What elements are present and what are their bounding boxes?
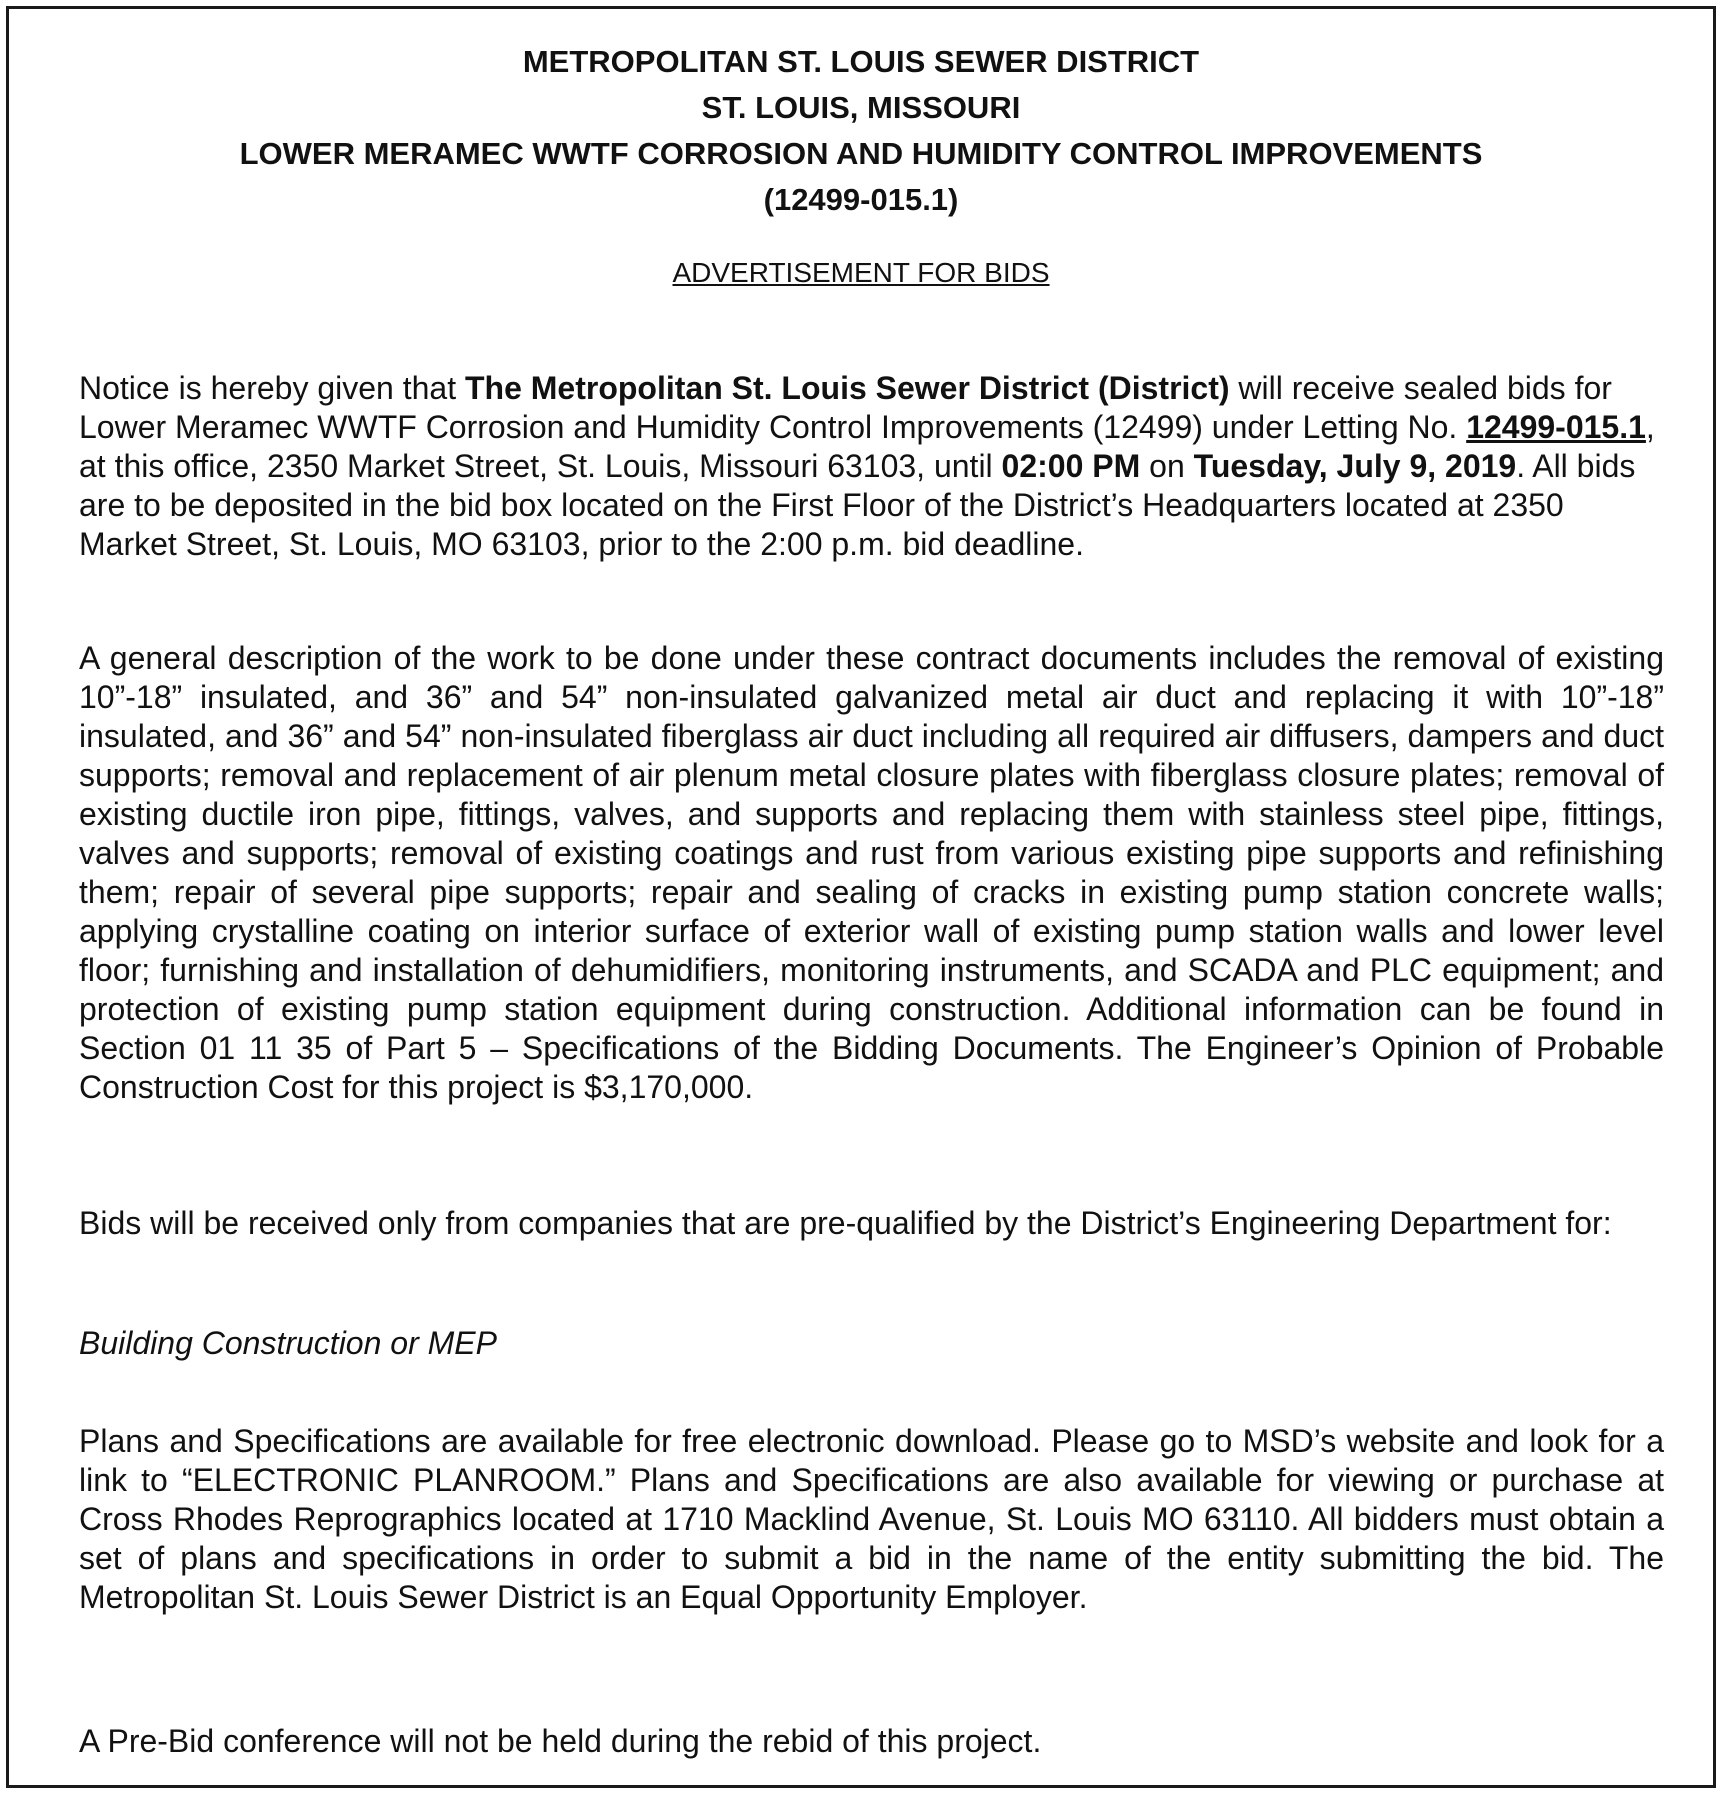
prequalification-category: Building Construction or MEP [79,1325,497,1361]
notice-letting-number: 12499-015.1 [1466,409,1646,445]
prequalification-paragraph: Bids will be received only from companies that are pre-qualified by the District’s Engineering Department for: [79,1205,1612,1241]
notice-text-3: on [1140,448,1194,484]
notice-text-1: will receive sealed bids for Lower Meramec WWTF Corrosion and Humidity Control Improvements (12499) under Letting No. [79,370,1612,445]
advertisement-frame [6,6,1716,1788]
notice-paragraph [79,369,1664,564]
notice-text-4: . All bids are to be deposited in the bid box located on the First Floor of the District’s Headquarters located at 2350 Market Street, St. Louis, MO 63103, prior to the 2:00 p.m. bid deadline. [79,448,1636,562]
prebid-conference-paragraph: A Pre-Bid conference will not be held during the rebid of this project. [79,1723,1042,1759]
document-header [9,39,1713,223]
plans-specifications-paragraph: Plans and Specifications are available for free electronic download. Please go to MSD’s website and look for a link to “ELECTRONIC PLANROOM.” Plans and Specifications are also available for viewing or purchase at Cross Rhodes Reprographics located at 1710 Macklind Avenue, St. Louis MO 63110. All bidders must obtain a set of plans and specifications in order to submit a bid in the name of the entity submitting the bid. The Metropolitan St. Louis Sewer District is an Equal Opportunity Employer. [79,1423,1664,1615]
header-line-number: (12499-015.1) [763,182,959,217]
header-line-location: ST. LOUIS, MISSOURI [701,90,1021,125]
notice-district-name: The Metropolitan St. Louis Sewer District (District) [464,370,1230,406]
notice-intro: Notice is hereby given that [79,370,465,406]
document-subtitle: ADVERTISEMENT FOR BIDS [672,257,1050,288]
work-description-paragraph: A general description of the work to be done under these contract documents includes the removal of existing 10”-18” insulated, and 36” and 54” non-insulated galvanized metal air duct and replacing it with 10”-18” insulated, and 36” and 54” non-insulated fiberglass air duct including all required air diffusers, dampers and duct supports; removal and replacement of air plenum metal closure plates with fiberglass closure plates; removal of existing ductile iron pipe, fittings, valves, and supports and replacing them with stainless steel pipe, fittings, valves and supports; removal of existing coatings and rust from various existing pipe supports and refinishing them; repair of several pipe supports; repair and sealing of cracks in existing pump station concrete walls; applying crystalline coating on interior surface of exterior wall of existing pump station walls and lower level floor; furnishing and installation of dehumidifiers, monitoring instruments, and SCADA and PLC equipment; and protection of existing pump station equipment during construction. Additional information can be found in Section 01 11 35 of Part 5 – Specifications of the Bidding Documents. The Engineer’s Opinion of Probable Construction Cost for this project is $3,170,000. [79,640,1664,1105]
notice-text-2: , at this office, 2350 Market Street, St. Louis, Missouri 63103, until [79,409,1655,484]
header-line-project: LOWER MERAMEC WWTF CORROSION AND HUMIDITY CONTROL IMPROVEMENTS [239,136,1483,171]
header-line-district: METROPOLITAN ST. LOUIS SEWER DISTRICT [522,44,1200,79]
notice-date: Tuesday, July 9, 2019 [1193,448,1517,484]
notice-time: 02:00 PM [1001,448,1141,484]
